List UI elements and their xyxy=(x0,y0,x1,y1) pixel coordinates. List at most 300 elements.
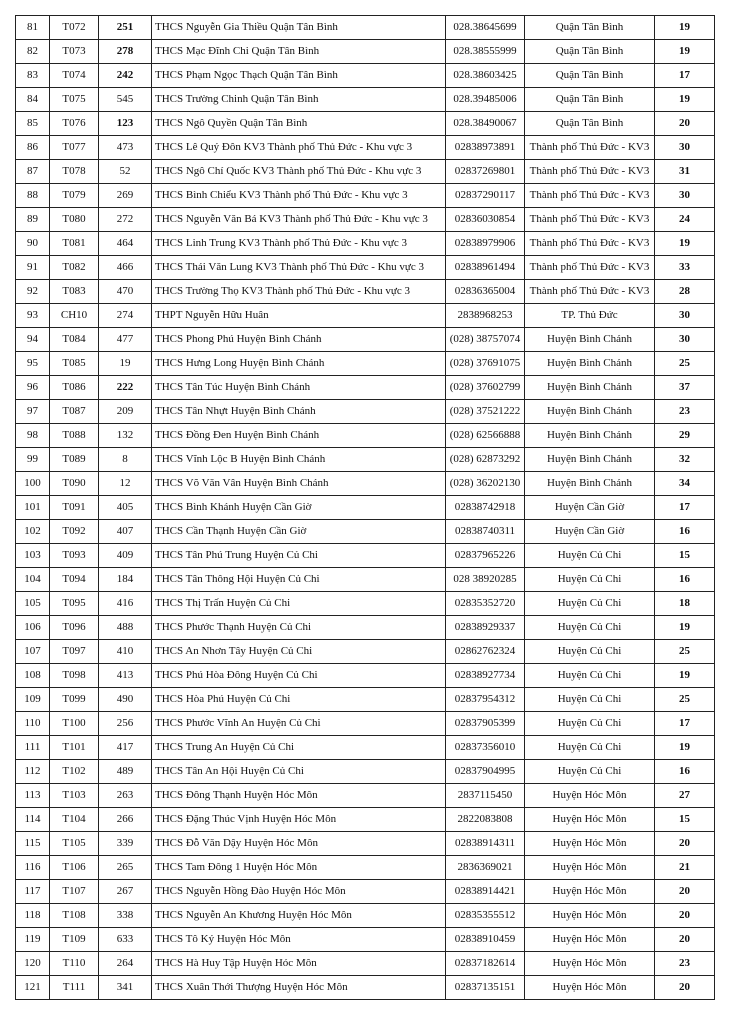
table-row xyxy=(16,280,715,304)
cell-number: 413 xyxy=(99,664,152,688)
cell-code: T109 xyxy=(50,928,99,952)
cell-school-name: THCS Đỗ Văn Dậy Huyện Hóc Môn xyxy=(152,832,446,856)
cell-stt: 111 xyxy=(16,736,50,760)
table-row xyxy=(16,976,715,1000)
cell-count: 20 xyxy=(655,904,715,928)
cell-school-name: THCS Nguyễn Hồng Đào Huyện Hóc Môn xyxy=(152,880,446,904)
cell-stt: 113 xyxy=(16,784,50,808)
table-row xyxy=(16,256,715,280)
cell-district: Quận Tân Bình xyxy=(525,112,655,136)
cell-stt: 120 xyxy=(16,952,50,976)
cell-stt: 102 xyxy=(16,520,50,544)
cell-school-name: THCS Trung An Huyện Củ Chi xyxy=(152,736,446,760)
table-row xyxy=(16,616,715,640)
cell-school-name: THCS Vĩnh Lộc B Huyện Bình Chánh xyxy=(152,448,446,472)
cell-number: 132 xyxy=(99,424,152,448)
cell-district: Huyện Cần Giờ xyxy=(525,520,655,544)
cell-phone: 02837269801 xyxy=(446,160,525,184)
cell-count: 17 xyxy=(655,64,715,88)
cell-code: CH10 xyxy=(50,304,99,328)
cell-code: T104 xyxy=(50,808,99,832)
cell-count: 34 xyxy=(655,472,715,496)
cell-phone: 02837135151 xyxy=(446,976,525,1000)
table-row xyxy=(16,928,715,952)
cell-district: Huyện Bình Chánh xyxy=(525,328,655,352)
cell-count: 17 xyxy=(655,712,715,736)
cell-school-name: THCS Tân Thông Hội Huyện Củ Chi xyxy=(152,568,446,592)
cell-school-name: THCS Tân Túc Huyện Bình Chánh xyxy=(152,376,446,400)
cell-phone: 02837904995 xyxy=(446,760,525,784)
cell-count: 18 xyxy=(655,592,715,616)
cell-school-name: THCS Phong Phú Huyện Bình Chánh xyxy=(152,328,446,352)
cell-school-name: THPT Nguyễn Hữu Huân xyxy=(152,304,446,328)
cell-number: 251 xyxy=(99,16,152,40)
cell-school-name: THCS Xuân Thới Thượng Huyện Hóc Môn xyxy=(152,976,446,1000)
cell-school-name: THCS Ngô Quyền Quận Tân Bình xyxy=(152,112,446,136)
cell-count: 24 xyxy=(655,208,715,232)
cell-district: Huyện Hóc Môn xyxy=(525,904,655,928)
cell-stt: 89 xyxy=(16,208,50,232)
cell-count: 19 xyxy=(655,88,715,112)
cell-phone: 02838914311 xyxy=(446,832,525,856)
cell-phone: 02836365004 xyxy=(446,280,525,304)
cell-number: 8 xyxy=(99,448,152,472)
cell-district: Huyện Hóc Môn xyxy=(525,952,655,976)
cell-number: 489 xyxy=(99,760,152,784)
cell-code: T093 xyxy=(50,544,99,568)
cell-phone: 02862762324 xyxy=(446,640,525,664)
cell-code: T087 xyxy=(50,400,99,424)
cell-number: 341 xyxy=(99,976,152,1000)
cell-stt: 99 xyxy=(16,448,50,472)
cell-count: 30 xyxy=(655,304,715,328)
table-row xyxy=(16,592,715,616)
cell-phone: 028.39485006 xyxy=(446,88,525,112)
cell-school-name: THCS Linh Trung KV3 Thành phố Thủ Đức - Khu vực 3 xyxy=(152,232,446,256)
cell-district: Huyện Hóc Môn xyxy=(525,832,655,856)
cell-school-name: THCS Tân Phú Trung Huyện Củ Chi xyxy=(152,544,446,568)
cell-district: Huyện Củ Chi xyxy=(525,544,655,568)
cell-school-name: THCS Nguyễn An Khương Huyện Hóc Môn xyxy=(152,904,446,928)
cell-phone: 02837182614 xyxy=(446,952,525,976)
cell-district: Thành phố Thủ Đức - KV3 xyxy=(525,160,655,184)
cell-count: 15 xyxy=(655,808,715,832)
cell-school-name: THCS Hòa Phú Huyện Củ Chi xyxy=(152,688,446,712)
cell-code: T099 xyxy=(50,688,99,712)
table-row xyxy=(16,520,715,544)
cell-district: Thành phố Thủ Đức - KV3 xyxy=(525,280,655,304)
cell-stt: 87 xyxy=(16,160,50,184)
cell-district: Huyện Củ Chi xyxy=(525,568,655,592)
cell-school-name: THCS Mạc Đĩnh Chi Quận Tân Bình xyxy=(152,40,446,64)
cell-district: Huyện Củ Chi xyxy=(525,736,655,760)
cell-number: 466 xyxy=(99,256,152,280)
table-row xyxy=(16,400,715,424)
cell-district: Huyện Bình Chánh xyxy=(525,352,655,376)
cell-stt: 88 xyxy=(16,184,50,208)
cell-stt: 106 xyxy=(16,616,50,640)
cell-school-name: THCS Phạm Ngọc Thạch Quận Tân Bình xyxy=(152,64,446,88)
school-table xyxy=(15,15,715,1000)
cell-code: T079 xyxy=(50,184,99,208)
cell-count: 27 xyxy=(655,784,715,808)
cell-stt: 107 xyxy=(16,640,50,664)
cell-stt: 85 xyxy=(16,112,50,136)
cell-stt: 81 xyxy=(16,16,50,40)
cell-count: 20 xyxy=(655,880,715,904)
cell-count: 16 xyxy=(655,760,715,784)
cell-code: T100 xyxy=(50,712,99,736)
cell-code: T073 xyxy=(50,40,99,64)
cell-number: 633 xyxy=(99,928,152,952)
cell-stt: 101 xyxy=(16,496,50,520)
cell-school-name: THCS Lê Quý Đôn KV3 Thành phố Thủ Đức - Khu vực 3 xyxy=(152,136,446,160)
cell-stt: 94 xyxy=(16,328,50,352)
cell-district: Thành phố Thủ Đức - KV3 xyxy=(525,232,655,256)
cell-district: Thành phố Thủ Đức - KV3 xyxy=(525,256,655,280)
cell-phone: 02838910459 xyxy=(446,928,525,952)
table-row xyxy=(16,160,715,184)
cell-phone: (028) 37521222 xyxy=(446,400,525,424)
cell-number: 242 xyxy=(99,64,152,88)
cell-phone: 028.38645699 xyxy=(446,16,525,40)
cell-code: T106 xyxy=(50,856,99,880)
cell-stt: 114 xyxy=(16,808,50,832)
cell-school-name: THCS Ngô Chí Quốc KV3 Thành phố Thủ Đức - Khu vực 3 xyxy=(152,160,446,184)
cell-count: 23 xyxy=(655,952,715,976)
table-row xyxy=(16,376,715,400)
cell-code: T074 xyxy=(50,64,99,88)
cell-code: T077 xyxy=(50,136,99,160)
cell-district: TP. Thủ Đức xyxy=(525,304,655,328)
cell-stt: 103 xyxy=(16,544,50,568)
cell-phone: (028) 38757074 xyxy=(446,328,525,352)
cell-phone: 02837356010 xyxy=(446,736,525,760)
cell-stt: 90 xyxy=(16,232,50,256)
cell-code: T080 xyxy=(50,208,99,232)
cell-code: T076 xyxy=(50,112,99,136)
cell-number: 338 xyxy=(99,904,152,928)
cell-phone: 02838740311 xyxy=(446,520,525,544)
table-row xyxy=(16,712,715,736)
cell-school-name: THCS An Nhơn Tây Huyện Củ Chi xyxy=(152,640,446,664)
cell-number: 464 xyxy=(99,232,152,256)
table-row xyxy=(16,352,715,376)
cell-code: T111 xyxy=(50,976,99,1000)
cell-phone: 2837115450 xyxy=(446,784,525,808)
cell-district: Huyện Hóc Môn xyxy=(525,784,655,808)
cell-number: 263 xyxy=(99,784,152,808)
cell-number: 407 xyxy=(99,520,152,544)
cell-number: 477 xyxy=(99,328,152,352)
cell-stt: 98 xyxy=(16,424,50,448)
cell-stt: 86 xyxy=(16,136,50,160)
cell-number: 269 xyxy=(99,184,152,208)
cell-number: 274 xyxy=(99,304,152,328)
cell-phone: 02838979906 xyxy=(446,232,525,256)
cell-stt: 116 xyxy=(16,856,50,880)
cell-district: Huyện Củ Chi xyxy=(525,640,655,664)
cell-code: T103 xyxy=(50,784,99,808)
cell-phone: (028) 36202130 xyxy=(446,472,525,496)
cell-code: T089 xyxy=(50,448,99,472)
table-row xyxy=(16,64,715,88)
table-row xyxy=(16,88,715,112)
cell-district: Huyện Bình Chánh xyxy=(525,424,655,448)
cell-count: 30 xyxy=(655,328,715,352)
cell-phone: 2822083808 xyxy=(446,808,525,832)
cell-district: Quận Tân Bình xyxy=(525,64,655,88)
cell-stt: 96 xyxy=(16,376,50,400)
cell-school-name: THCS Phú Hòa Đông Huyện Củ Chi xyxy=(152,664,446,688)
cell-district: Huyện Hóc Môn xyxy=(525,880,655,904)
cell-school-name: THCS Nguyễn Văn Bá KV3 Thành phố Thủ Đức - Khu vực 3 xyxy=(152,208,446,232)
cell-district: Quận Tân Bình xyxy=(525,40,655,64)
cell-district: Huyện Hóc Môn xyxy=(525,808,655,832)
cell-stt: 95 xyxy=(16,352,50,376)
cell-stt: 82 xyxy=(16,40,50,64)
cell-stt: 93 xyxy=(16,304,50,328)
cell-school-name: THCS Bình Chiểu KV3 Thành phố Thủ Đức - Khu vực 3 xyxy=(152,184,446,208)
table-row xyxy=(16,832,715,856)
table-row xyxy=(16,136,715,160)
cell-number: 209 xyxy=(99,400,152,424)
cell-number: 410 xyxy=(99,640,152,664)
cell-district: Huyện Hóc Môn xyxy=(525,976,655,1000)
cell-code: T083 xyxy=(50,280,99,304)
cell-number: 265 xyxy=(99,856,152,880)
cell-count: 31 xyxy=(655,160,715,184)
table-row xyxy=(16,424,715,448)
cell-count: 16 xyxy=(655,568,715,592)
cell-code: T094 xyxy=(50,568,99,592)
table-row xyxy=(16,16,715,40)
cell-phone: 02838742918 xyxy=(446,496,525,520)
cell-count: 25 xyxy=(655,640,715,664)
cell-number: 416 xyxy=(99,592,152,616)
cell-phone: 02838973891 xyxy=(446,136,525,160)
cell-district: Huyện Củ Chi xyxy=(525,616,655,640)
cell-stt: 105 xyxy=(16,592,50,616)
cell-stt: 118 xyxy=(16,904,50,928)
cell-phone: 028 38920285 xyxy=(446,568,525,592)
cell-number: 264 xyxy=(99,952,152,976)
table-row xyxy=(16,808,715,832)
cell-stt: 104 xyxy=(16,568,50,592)
cell-school-name: THCS Trường Chinh Quận Tân Bình xyxy=(152,88,446,112)
cell-code: T078 xyxy=(50,160,99,184)
cell-count: 33 xyxy=(655,256,715,280)
table-row xyxy=(16,664,715,688)
cell-stt: 91 xyxy=(16,256,50,280)
cell-number: 470 xyxy=(99,280,152,304)
table-row xyxy=(16,232,715,256)
cell-count: 20 xyxy=(655,928,715,952)
cell-phone: (028) 62566888 xyxy=(446,424,525,448)
cell-count: 28 xyxy=(655,280,715,304)
cell-count: 25 xyxy=(655,352,715,376)
cell-code: T082 xyxy=(50,256,99,280)
cell-district: Quận Tân Bình xyxy=(525,16,655,40)
table-row xyxy=(16,640,715,664)
cell-code: T110 xyxy=(50,952,99,976)
cell-district: Huyện Bình Chánh xyxy=(525,400,655,424)
cell-school-name: THCS Võ Văn Vân Huyện Bình Chánh xyxy=(152,472,446,496)
cell-stt: 100 xyxy=(16,472,50,496)
cell-number: 488 xyxy=(99,616,152,640)
cell-school-name: THCS Tam Đông 1 Huyện Hóc Môn xyxy=(152,856,446,880)
cell-school-name: THCS Bình Khánh Huyện Cần Giờ xyxy=(152,496,446,520)
table-row xyxy=(16,784,715,808)
cell-district: Huyện Củ Chi xyxy=(525,688,655,712)
table-row xyxy=(16,952,715,976)
cell-district: Quận Tân Bình xyxy=(525,88,655,112)
table-row xyxy=(16,112,715,136)
cell-phone: 02837290117 xyxy=(446,184,525,208)
cell-number: 278 xyxy=(99,40,152,64)
cell-code: T098 xyxy=(50,664,99,688)
table-row xyxy=(16,568,715,592)
cell-code: T105 xyxy=(50,832,99,856)
table-body xyxy=(16,16,715,1000)
cell-code: T088 xyxy=(50,424,99,448)
cell-district: Huyện Bình Chánh xyxy=(525,472,655,496)
cell-code: T108 xyxy=(50,904,99,928)
cell-count: 19 xyxy=(655,40,715,64)
cell-number: 123 xyxy=(99,112,152,136)
cell-code: T084 xyxy=(50,328,99,352)
cell-number: 52 xyxy=(99,160,152,184)
cell-count: 20 xyxy=(655,976,715,1000)
cell-stt: 109 xyxy=(16,688,50,712)
cell-code: T091 xyxy=(50,496,99,520)
cell-school-name: THCS Thái Văn Lung KV3 Thành phố Thủ Đức - Khu vực 3 xyxy=(152,256,446,280)
cell-count: 23 xyxy=(655,400,715,424)
table-row xyxy=(16,760,715,784)
cell-count: 19 xyxy=(655,16,715,40)
cell-phone: 2836369021 xyxy=(446,856,525,880)
cell-school-name: THCS Tân An Hội Huyện Củ Chi xyxy=(152,760,446,784)
cell-count: 30 xyxy=(655,136,715,160)
cell-count: 20 xyxy=(655,112,715,136)
cell-district: Huyện Hóc Môn xyxy=(525,856,655,880)
cell-district: Huyện Củ Chi xyxy=(525,760,655,784)
cell-count: 20 xyxy=(655,832,715,856)
cell-number: 256 xyxy=(99,712,152,736)
cell-code: T085 xyxy=(50,352,99,376)
table-row xyxy=(16,304,715,328)
cell-school-name: THCS Đồng Đen Huyện Bình Chánh xyxy=(152,424,446,448)
table-row xyxy=(16,448,715,472)
cell-count: 16 xyxy=(655,520,715,544)
cell-school-name: THCS Tô Ký Huyện Hóc Môn xyxy=(152,928,446,952)
cell-number: 12 xyxy=(99,472,152,496)
cell-phone: 02835352720 xyxy=(446,592,525,616)
table-row xyxy=(16,856,715,880)
cell-stt: 117 xyxy=(16,880,50,904)
cell-count: 19 xyxy=(655,616,715,640)
table-row xyxy=(16,496,715,520)
cell-phone: 028.38603425 xyxy=(446,64,525,88)
cell-district: Thành phố Thủ Đức - KV3 xyxy=(525,184,655,208)
cell-school-name: THCS Tân Nhựt Huyện Bình Chánh xyxy=(152,400,446,424)
cell-code: T086 xyxy=(50,376,99,400)
cell-phone: (028) 62873292 xyxy=(446,448,525,472)
cell-number: 405 xyxy=(99,496,152,520)
cell-count: 29 xyxy=(655,424,715,448)
cell-count: 19 xyxy=(655,736,715,760)
cell-number: 473 xyxy=(99,136,152,160)
cell-school-name: THCS Đông Thạnh Huyện Hóc Môn xyxy=(152,784,446,808)
cell-phone: 028.38555999 xyxy=(446,40,525,64)
cell-count: 19 xyxy=(655,232,715,256)
cell-code: T081 xyxy=(50,232,99,256)
cell-school-name: THCS Phước Thạnh Huyện Củ Chi xyxy=(152,616,446,640)
cell-code: T102 xyxy=(50,760,99,784)
cell-stt: 92 xyxy=(16,280,50,304)
cell-district: Thành phố Thủ Đức - KV3 xyxy=(525,208,655,232)
cell-count: 19 xyxy=(655,664,715,688)
cell-phone: 02835355512 xyxy=(446,904,525,928)
cell-district: Huyện Cần Giờ xyxy=(525,496,655,520)
cell-stt: 110 xyxy=(16,712,50,736)
cell-code: T101 xyxy=(50,736,99,760)
cell-stt: 112 xyxy=(16,760,50,784)
cell-number: 184 xyxy=(99,568,152,592)
cell-number: 266 xyxy=(99,808,152,832)
table-row xyxy=(16,472,715,496)
cell-number: 272 xyxy=(99,208,152,232)
cell-number: 409 xyxy=(99,544,152,568)
cell-district: Huyện Hóc Môn xyxy=(525,928,655,952)
cell-code: T090 xyxy=(50,472,99,496)
cell-number: 267 xyxy=(99,880,152,904)
cell-count: 15 xyxy=(655,544,715,568)
cell-number: 417 xyxy=(99,736,152,760)
cell-school-name: THCS Phước Vĩnh An Huyện Củ Chi xyxy=(152,712,446,736)
table-row xyxy=(16,544,715,568)
cell-phone: 02838914421 xyxy=(446,880,525,904)
cell-school-name: THCS Đặng Thúc Vịnh Huyện Hóc Môn xyxy=(152,808,446,832)
cell-school-name: THCS Trường Thọ KV3 Thành phố Thủ Đức - Khu vực 3 xyxy=(152,280,446,304)
cell-number: 490 xyxy=(99,688,152,712)
cell-phone: (028) 37602799 xyxy=(446,376,525,400)
cell-number: 545 xyxy=(99,88,152,112)
cell-code: T097 xyxy=(50,640,99,664)
cell-phone: (028) 37691075 xyxy=(446,352,525,376)
cell-count: 21 xyxy=(655,856,715,880)
cell-district: Huyện Bình Chánh xyxy=(525,448,655,472)
cell-count: 30 xyxy=(655,184,715,208)
table-row xyxy=(16,688,715,712)
cell-stt: 97 xyxy=(16,400,50,424)
cell-school-name: THCS Hà Huy Tập Huyện Hóc Môn xyxy=(152,952,446,976)
cell-district: Huyện Củ Chi xyxy=(525,592,655,616)
cell-phone: 02838961494 xyxy=(446,256,525,280)
cell-count: 37 xyxy=(655,376,715,400)
table-row xyxy=(16,40,715,64)
table-row xyxy=(16,904,715,928)
cell-school-name: THCS Nguyễn Gia Thiều Quận Tân Bình xyxy=(152,16,446,40)
cell-code: T107 xyxy=(50,880,99,904)
cell-district: Huyện Bình Chánh xyxy=(525,376,655,400)
cell-code: T072 xyxy=(50,16,99,40)
cell-stt: 119 xyxy=(16,928,50,952)
cell-code: T075 xyxy=(50,88,99,112)
cell-stt: 83 xyxy=(16,64,50,88)
cell-district: Thành phố Thủ Đức - KV3 xyxy=(525,136,655,160)
cell-district: Huyện Củ Chi xyxy=(525,664,655,688)
